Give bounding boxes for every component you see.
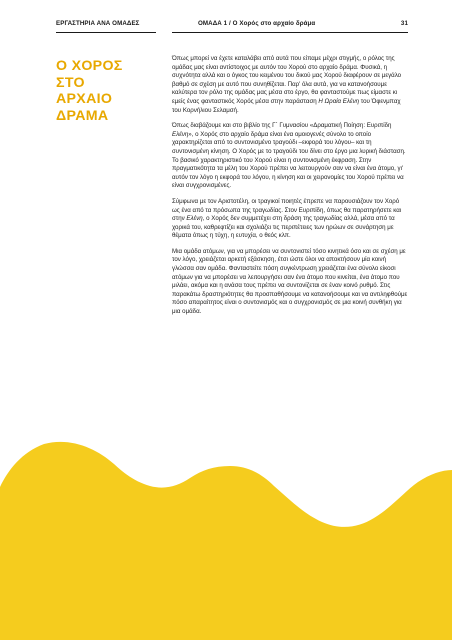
header-rule-right [172,32,408,33]
text-run: Όπως μπορεί να έχετε καταλάβει από αυτά που είπαμε μέχρι στιγμής, ο ρόλος της ομάδας μας είναι αντίστοιχος με αυτόν του Χορού στο αρχαίο δράμα. Φυσικά, η συχνότητα αλλά και ο όγκος του κειμένου του δικού μας Χορού διαφέρουν σε μεγάλο βαθμό σε σχέση με αυτό που συνηθίζεται. Παρ' όλα αυτά, για να κατανοήσουμε καλύτερα τον ρόλο της ομάδας μας μέσα στο έργο, θα φανταστούμε πως είμαστε κι εμείς ένας φανταστικός Χορός μέσα στην παράσταση [172,55,402,105]
italic-title-run: Ελένη [172,130,189,138]
section-title [56,58,156,124]
section-title-line: ΑΡΧΑΙΟ [56,91,113,107]
running-head-left: ΕΡΓΑΣΤΗΡΙΑ ΑΝΑ ΟΜΑΔΕΣ [56,20,140,27]
body-paragraph [172,55,408,115]
body-paragraph [172,248,408,317]
section-title-line: Ο ΧΟΡΟΣ [56,58,123,74]
text-run: του Όφενμπαχ του Κορνήλιου Σελαμσή. [172,97,401,114]
body-text [172,55,408,324]
body-paragraph [172,198,408,241]
text-run: Σύμφωνα με τον Αριστοτέλη, οι τραγικοί ποιητές έπρεπε να παρουσιάζουν τον Χορό ως ένα από τα πρόσωπα της τραγωδίας. Στον Ευριπίδη, όπως θα παρατηρήσετε και στην [172,197,402,223]
italic-title-run: Ελένη [186,215,203,223]
text-run: Όπως διαβάζουμε και στο βιβλίο της Γ΄ Γυμνασίου «Δραματική Ποίηση: Ευριπίδη [172,122,392,130]
text-run: Μια ομάδα ατόμων, για να μπορέσει να συντονιστεί τόσο κινητικά όσο και σε σχέση με τον λόγο, χρειάζεται αρκετή εξάσκηση, έτσι ώστε όλοι να αποκτήσουν μία κοινή γλώσσα σαν ομάδα. Φανταστείτε πόση συγκέντρωση χρειάζεται ένα σύνολο είκοσι ατόμων για να μπορέσει να λειτουργήσει σαν ένα άτομο που κινείται, ένα άτομο που μιλάει, ακόμα και η ανάσα τους πρέπει να συντονίζεται σε έναν κοινό ρυθμό. Στις παρακάτω δραστηριότητες θα προσπαθήσουμε να κατανοήσουμε και να αντιληφθούμε πόσο απαραίτητος είναι ο συντονισμός και ο συγχρονισμός σε μια κοινή συνθήκη για μια ομάδα. [172,247,408,316]
section-title-line: ΔΡΑΜΑ [56,107,109,124]
italic-title-run: Η Ωραία Ελένη [318,97,360,105]
section-title-line: ΣΤΟ [56,74,85,91]
header-rule-left [56,32,156,33]
page-number: 31 [400,20,408,27]
text-run: , ο Χορός δεν συμμετέχει στη δράση της τραγωδίας αλλά, μέσα από τα χορικά του, καθρεφτίζει και σχολιάζει τις περιπέτειες των ηρώων σε συνάρτηση με θέματα όπως η τύχη, η ευτυχία, ο θεός κλπ. [172,215,395,240]
page-header [56,20,408,32]
text-run: », ο Χορός στο αρχαίο δράμα είναι ένα ομοιογενές σύνολο το οποίο χαρακτηρίζεται από το συντονισμένο τραγούδι –εκφορά του λόγου– και τη συντονισμένη κίνηση. Ο Χορός με το τραγούδι του δίνει στο έργο μια λυρική διάσταση. Το βασικό χαρακτηριστικό του Χορού είναι η συντονισμένη έκφραση. Στην πραγματικότητα τα μέλη του Χορού πρέπει να λειτουργούν σαν να είναι ένα άτομο, γι' αυτόν τον λόγο η εκφορά του λόγου, η κίνηση και οι χειρονομίες του Χορού πρέπει να είναι συγχρονισμένες. [172,130,406,190]
running-head-center: ΟΜΑΔΑ 1 / Ο Χορός στο αρχαίο δράμα [198,20,316,27]
body-paragraph [172,122,408,191]
